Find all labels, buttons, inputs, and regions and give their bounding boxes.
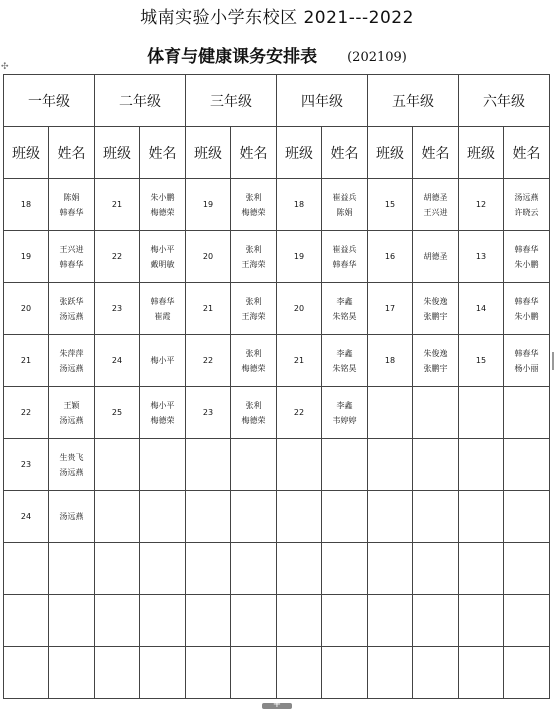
table-row <box>4 491 550 543</box>
teacher-name: 陈娟 <box>336 207 353 217</box>
column-header-class: 班级 <box>277 127 322 179</box>
class-number-cell[interactable]: 24 <box>95 335 140 387</box>
class-number-cell[interactable] <box>186 439 231 491</box>
class-number-cell[interactable]: 20 <box>277 283 322 335</box>
class-number-cell[interactable]: 21 <box>186 283 231 335</box>
class-number-cell[interactable] <box>459 595 504 647</box>
teacher-name: 王海荣 <box>241 259 266 269</box>
move-handle-icon[interactable]: ✣ <box>1 62 9 72</box>
teacher-names-cell[interactable] <box>231 283 277 335</box>
term-code: (202109) <box>347 50 407 65</box>
class-number-cell[interactable]: 22 <box>186 335 231 387</box>
class-number-cell[interactable]: 20 <box>4 283 49 335</box>
class-number-cell[interactable] <box>95 491 140 543</box>
teacher-name: 韩春华 <box>59 207 84 217</box>
teacher-names-cell[interactable] <box>231 179 277 231</box>
teacher-name: 梅小平 <box>150 244 175 254</box>
class-number-cell[interactable] <box>186 595 231 647</box>
class-number-cell[interactable] <box>95 647 140 699</box>
teacher-name: 韩春华 <box>150 296 175 306</box>
class-number-cell[interactable]: 21 <box>4 335 49 387</box>
table-row <box>4 335 550 387</box>
column-header-name: 姓名 <box>504 127 550 179</box>
teacher-name: 梅德荣 <box>150 207 175 217</box>
class-number-cell[interactable] <box>95 439 140 491</box>
teacher-name: 戴明敏 <box>150 259 175 269</box>
class-number-cell[interactable] <box>459 439 504 491</box>
class-number-cell[interactable]: 22 <box>95 231 140 283</box>
teacher-name: 韩春华 <box>514 348 539 358</box>
class-number-cell[interactable]: 16 <box>368 231 413 283</box>
teacher-names-cell[interactable] <box>49 491 95 543</box>
class-number-cell[interactable]: 19 <box>4 231 49 283</box>
teacher-names-cell[interactable] <box>140 387 186 439</box>
grade-header-cell: 四年级 <box>277 75 368 127</box>
table-row <box>4 231 550 283</box>
teacher-names-cell[interactable] <box>140 647 186 699</box>
teacher-name: 朱萍萍 <box>59 348 84 358</box>
teacher-names-cell[interactable] <box>504 335 550 387</box>
column-header-name: 姓名 <box>231 127 277 179</box>
column-header-class: 班级 <box>186 127 231 179</box>
teacher-name: 张利 <box>245 244 262 254</box>
class-number-cell[interactable] <box>368 439 413 491</box>
teacher-names-cell[interactable] <box>140 231 186 283</box>
column-header-name: 姓名 <box>322 127 368 179</box>
teacher-names-cell[interactable] <box>504 647 550 699</box>
class-number-cell[interactable]: 14 <box>459 283 504 335</box>
teacher-names-cell[interactable] <box>49 387 95 439</box>
teacher-name: 李鑫 <box>336 348 353 358</box>
column-header-name: 姓名 <box>140 127 186 179</box>
teacher-names-cell[interactable] <box>322 595 368 647</box>
teacher-names-cell[interactable] <box>140 595 186 647</box>
grade-header-row <box>4 75 550 127</box>
teacher-names-cell[interactable] <box>504 283 550 335</box>
subtitle-text: 体育与健康课务安排表 <box>147 47 318 67</box>
teacher-names-cell[interactable] <box>413 595 459 647</box>
teacher-names-cell[interactable] <box>231 387 277 439</box>
class-number-cell[interactable]: 19 <box>186 179 231 231</box>
teacher-names-cell[interactable] <box>231 543 277 595</box>
teacher-name: 生贵飞 <box>59 452 84 462</box>
teacher-names-cell[interactable] <box>322 543 368 595</box>
teacher-names-cell[interactable] <box>504 387 550 439</box>
teacher-names-cell[interactable] <box>231 491 277 543</box>
class-number-cell[interactable] <box>277 647 322 699</box>
teacher-name: 王颖 <box>63 400 80 410</box>
class-number-cell[interactable] <box>4 595 49 647</box>
teacher-names-cell[interactable] <box>231 231 277 283</box>
teacher-name: 张利 <box>245 192 262 202</box>
teacher-name: 王海荣 <box>241 311 266 321</box>
teacher-name: 韩春华 <box>514 244 539 254</box>
teacher-names-cell[interactable] <box>413 335 459 387</box>
teacher-name: 朱小鹏 <box>514 259 539 269</box>
teacher-name: 朱俊逸 <box>423 348 448 358</box>
class-number-cell[interactable]: 17 <box>368 283 413 335</box>
teacher-names-cell[interactable] <box>49 231 95 283</box>
class-number-cell[interactable]: 13 <box>459 231 504 283</box>
teacher-names-cell[interactable] <box>49 543 95 595</box>
teacher-name: 李鑫 <box>336 400 353 410</box>
class-number-cell[interactable] <box>459 647 504 699</box>
teacher-name: 张鹏宇 <box>423 311 448 321</box>
teacher-name: 王兴进 <box>59 244 84 254</box>
class-number-cell[interactable] <box>277 491 322 543</box>
teacher-name: 朱铭昊 <box>332 363 357 373</box>
teacher-name: 汤远燕 <box>514 192 539 202</box>
teacher-name: 韩春华 <box>59 259 84 269</box>
class-number-cell[interactable]: 22 <box>277 387 322 439</box>
teacher-names-cell[interactable] <box>322 335 368 387</box>
teacher-name: 梅小平 <box>150 356 175 365</box>
teacher-name: 梅德荣 <box>241 363 266 373</box>
class-number-cell[interactable] <box>459 491 504 543</box>
teacher-names-cell[interactable] <box>140 543 186 595</box>
teacher-names-cell[interactable] <box>413 439 459 491</box>
teacher-name: 王兴进 <box>423 207 448 217</box>
teacher-names-cell[interactable] <box>504 543 550 595</box>
teacher-names-cell[interactable] <box>140 491 186 543</box>
class-number-cell[interactable]: 18 <box>368 335 413 387</box>
class-number-cell[interactable] <box>368 491 413 543</box>
teacher-names-cell[interactable] <box>49 179 95 231</box>
class-number-cell[interactable] <box>186 543 231 595</box>
teacher-names-cell[interactable] <box>140 179 186 231</box>
teacher-name: 张利 <box>245 400 262 410</box>
document-title: 城南实验小学东校区 2021---2022 <box>140 8 414 28</box>
class-number-cell[interactable]: 21 <box>277 335 322 387</box>
teacher-name: 崔霞 <box>154 311 171 321</box>
table-row <box>4 283 550 335</box>
column-header-class: 班级 <box>4 127 49 179</box>
teacher-name: 梅德荣 <box>241 415 266 425</box>
teacher-names-cell[interactable] <box>231 647 277 699</box>
teacher-name: 杨小丽 <box>514 363 539 373</box>
teacher-name: 朱俊逸 <box>423 296 448 306</box>
teacher-names-cell[interactable] <box>504 439 550 491</box>
teacher-names-cell[interactable] <box>504 595 550 647</box>
teacher-names-cell[interactable] <box>413 387 459 439</box>
class-number-cell[interactable] <box>277 595 322 647</box>
column-header-class: 班级 <box>459 127 504 179</box>
class-number-cell[interactable] <box>4 543 49 595</box>
teacher-names-cell[interactable] <box>322 439 368 491</box>
class-number-cell[interactable]: 15 <box>368 179 413 231</box>
class-number-cell[interactable] <box>95 543 140 595</box>
column-header-row <box>4 127 550 179</box>
class-number-cell[interactable]: 23 <box>4 439 49 491</box>
teacher-names-cell[interactable] <box>140 335 186 387</box>
column-header-class: 班级 <box>368 127 413 179</box>
teacher-name: 崔益兵 <box>332 192 357 202</box>
class-number-cell[interactable]: 23 <box>186 387 231 439</box>
class-number-cell[interactable]: 21 <box>95 179 140 231</box>
teacher-name: 梅德荣 <box>150 415 175 425</box>
class-number-cell[interactable]: 18 <box>4 179 49 231</box>
schedule-table-body <box>4 75 550 699</box>
teacher-name: 崔益兵 <box>332 244 357 254</box>
teacher-names-cell[interactable] <box>49 595 95 647</box>
teacher-names-cell[interactable] <box>231 439 277 491</box>
table-row <box>4 647 550 699</box>
teacher-name: 梅德荣 <box>241 207 266 217</box>
table-row <box>4 387 550 439</box>
teacher-name: 韩春华 <box>332 259 357 269</box>
teacher-names-cell[interactable] <box>504 231 550 283</box>
teacher-names-cell[interactable] <box>504 179 550 231</box>
class-number-cell[interactable]: 19 <box>277 231 322 283</box>
teacher-name: 张利 <box>245 348 262 358</box>
table-row <box>4 543 550 595</box>
teacher-names-cell[interactable] <box>49 647 95 699</box>
teacher-names-cell[interactable] <box>504 491 550 543</box>
class-number-cell[interactable]: 23 <box>95 283 140 335</box>
teacher-name: 陈娟 <box>63 192 80 202</box>
column-header-class: 班级 <box>95 127 140 179</box>
teacher-names-cell[interactable] <box>322 387 368 439</box>
teacher-names-cell[interactable] <box>140 439 186 491</box>
class-number-cell[interactable] <box>277 439 322 491</box>
teacher-name: 张鹏宇 <box>423 363 448 373</box>
teacher-names-cell[interactable] <box>49 439 95 491</box>
grade-header-cell: 三年级 <box>186 75 277 127</box>
class-number-cell[interactable] <box>4 647 49 699</box>
teacher-names-cell[interactable] <box>322 647 368 699</box>
class-number-cell[interactable]: 12 <box>459 179 504 231</box>
class-number-cell[interactable]: 24 <box>4 491 49 543</box>
add-row-icon[interactable] <box>262 699 292 710</box>
teacher-name: 汤远燕 <box>59 467 84 477</box>
teacher-name: 朱铭昊 <box>332 311 357 321</box>
teacher-names-cell[interactable] <box>322 231 368 283</box>
teacher-name: 朱小鹏 <box>514 311 539 321</box>
plus-glyph: + <box>272 699 282 710</box>
grade-header-cell: 五年级 <box>368 75 459 127</box>
class-number-cell[interactable] <box>186 491 231 543</box>
teacher-name: 汤远燕 <box>59 512 84 521</box>
class-number-cell[interactable]: 20 <box>186 231 231 283</box>
teacher-names-cell[interactable] <box>413 647 459 699</box>
grade-header-cell: 六年级 <box>459 75 550 127</box>
teacher-names-cell[interactable] <box>49 283 95 335</box>
class-number-cell[interactable] <box>368 647 413 699</box>
teacher-names-cell[interactable] <box>413 491 459 543</box>
schedule-table <box>3 74 550 699</box>
document-subtitle <box>0 42 554 67</box>
class-number-cell[interactable] <box>95 595 140 647</box>
teacher-name: 李鑫 <box>336 296 353 306</box>
teacher-name: 韩春华 <box>514 296 539 306</box>
teacher-names-cell[interactable] <box>413 283 459 335</box>
grade-header-cell: 二年级 <box>95 75 186 127</box>
class-number-cell[interactable] <box>277 543 322 595</box>
teacher-names-cell[interactable] <box>413 179 459 231</box>
teacher-names-cell[interactable] <box>140 283 186 335</box>
teacher-names-cell[interactable] <box>231 595 277 647</box>
class-number-cell[interactable]: 18 <box>277 179 322 231</box>
table-row <box>4 595 550 647</box>
teacher-name: 胡德圣 <box>423 192 448 202</box>
class-number-cell[interactable] <box>186 647 231 699</box>
teacher-names-cell[interactable] <box>322 491 368 543</box>
teacher-names-cell[interactable] <box>413 231 459 283</box>
class-number-cell[interactable] <box>368 543 413 595</box>
teacher-name: 梅小平 <box>150 400 175 410</box>
column-header-name: 姓名 <box>49 127 95 179</box>
teacher-name: 张利 <box>245 296 262 306</box>
teacher-name: 汤远燕 <box>59 363 84 373</box>
teacher-names-cell[interactable] <box>413 543 459 595</box>
class-number-cell[interactable] <box>459 387 504 439</box>
table-row <box>4 439 550 491</box>
class-number-cell[interactable]: 15 <box>459 335 504 387</box>
class-number-cell[interactable] <box>368 595 413 647</box>
class-number-cell[interactable] <box>368 387 413 439</box>
teacher-name: 许晓云 <box>514 207 539 217</box>
teacher-name: 朱小鹏 <box>150 192 175 202</box>
teacher-name: 汤远燕 <box>59 415 84 425</box>
teacher-name: 韦婷婷 <box>332 415 357 425</box>
grade-header-cell: 一年级 <box>4 75 95 127</box>
table-row <box>4 179 550 231</box>
teacher-names-cell[interactable] <box>322 283 368 335</box>
teacher-names-cell[interactable] <box>49 335 95 387</box>
teacher-names-cell[interactable] <box>231 335 277 387</box>
teacher-name: 胡德圣 <box>423 252 448 261</box>
class-number-cell[interactable]: 22 <box>4 387 49 439</box>
class-number-cell[interactable]: 25 <box>95 387 140 439</box>
teacher-name: 张跃华 <box>59 296 84 306</box>
teacher-name: 汤远燕 <box>59 311 84 321</box>
class-number-cell[interactable] <box>459 543 504 595</box>
column-header-name: 姓名 <box>413 127 459 179</box>
teacher-names-cell[interactable] <box>322 179 368 231</box>
